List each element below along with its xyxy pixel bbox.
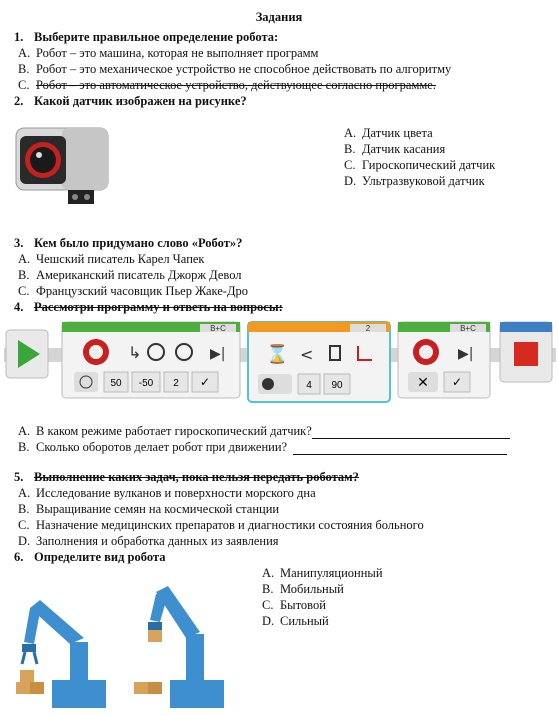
option-text: Мобильный — [280, 582, 344, 596]
option-text: Назначение медицинских препаратов и диагностики состояния больного — [36, 518, 424, 532]
q5-option-c — [18, 518, 424, 533]
wait-block — [248, 322, 390, 402]
q6-option-d — [262, 614, 329, 629]
off-mode-icon: ✕ — [417, 375, 429, 391]
block-2-value-2: 90 — [331, 380, 343, 391]
question-text: Какой датчик изображен на рисунке? — [34, 94, 247, 108]
option-text: В каком режиме работает гироскопический датчик? — [36, 424, 312, 438]
question-text: Выберите правильное определение робота: — [34, 30, 279, 44]
option-letter: C. — [18, 78, 30, 92]
sensor-side — [62, 128, 108, 190]
option-text: Гироскопический датчик — [362, 158, 496, 172]
option-letter: B. — [18, 440, 30, 454]
q3-option-a — [18, 252, 205, 267]
option-letter: C. — [18, 518, 30, 532]
play-stop-icon: ▶| — [210, 346, 226, 362]
block-1-port-label: B+C — [210, 324, 226, 333]
option-letter: A. — [18, 424, 31, 438]
answer-blank — [293, 454, 507, 455]
option-letter: B. — [344, 142, 356, 156]
answer-blank — [312, 438, 510, 439]
option-text: Выращивание семян на космической станции — [36, 502, 280, 516]
option-text: Чешский писатель Карел Чапек — [36, 252, 205, 266]
option-letter: B. — [18, 62, 30, 76]
question-2 — [14, 94, 247, 109]
option-text: Робот – это машина, которая не выполняет программ — [36, 46, 319, 60]
cargo-box — [20, 670, 34, 682]
q3-option-c — [18, 284, 248, 299]
cargo-box — [16, 682, 30, 694]
option-letter: B. — [18, 268, 30, 282]
q2-option-b — [344, 142, 445, 157]
question-number: 3. — [14, 236, 24, 250]
option-text: Сколько оборотов делает робот при движении? — [36, 440, 288, 454]
question-number: 6. — [14, 550, 24, 564]
gyro-mode-icon — [262, 378, 274, 390]
q1-option-c — [18, 78, 436, 93]
option-letter: A. — [262, 566, 275, 580]
less-than-icon: < — [300, 345, 314, 364]
option-text: Манипуляционный — [280, 566, 383, 580]
sensor-eye-glint — [36, 152, 42, 158]
q6-option-b — [262, 582, 344, 597]
block-1-value-3: 2 — [173, 378, 179, 389]
cargo-box — [30, 682, 44, 694]
option-text: Робот – это автоматическое устройство, действующее согласно программе. — [36, 78, 436, 92]
sensor-eye — [30, 147, 56, 173]
stop-block — [500, 322, 552, 382]
question-1 — [14, 30, 278, 45]
sensor-connector — [68, 190, 94, 204]
block-1-value-1: 50 — [110, 378, 122, 389]
option-letter: A. — [344, 126, 357, 140]
robot-arm-right — [134, 586, 224, 708]
checkmark-icon: ✓ — [199, 375, 211, 389]
q2-option-d — [344, 174, 485, 189]
option-letter: B. — [18, 502, 30, 516]
q5-option-b — [18, 502, 279, 517]
question-number: 2. — [14, 94, 24, 108]
question-text: Выполнение каких задач, пока нельзя передать роботам? — [34, 470, 359, 484]
page-title: Задания — [255, 10, 303, 24]
option-text: Датчик касания — [362, 142, 446, 156]
mode-selector — [74, 372, 98, 392]
question-4 — [14, 300, 283, 315]
q5-option-d — [18, 534, 279, 549]
option-text: Сильный — [280, 614, 329, 628]
option-text: Французский часовщик Пьер Жаке-Дро — [36, 284, 248, 298]
robot-arms-illustration — [10, 572, 250, 712]
option-text: Ультразвуковой датчик — [362, 174, 485, 188]
stop-icon — [514, 342, 538, 366]
q2-option-c — [344, 158, 495, 173]
q6-option-a — [262, 566, 383, 581]
option-text: Исследование вулканов и поверхности морского дна — [36, 486, 316, 500]
option-letter: D. — [262, 614, 275, 628]
q1-option-b — [18, 62, 451, 77]
option-text: Заполнения и обработка данных из заявления — [36, 534, 279, 548]
question-number: 5. — [14, 470, 24, 484]
cargo-box — [148, 630, 162, 642]
question-text: Определите вид робота — [34, 550, 166, 564]
hourglass-icon: ⌛ — [266, 344, 289, 365]
move-block-2 — [398, 322, 490, 398]
option-letter: D. — [18, 534, 31, 548]
option-letter: A. — [18, 486, 31, 500]
question-3 — [14, 236, 242, 251]
cargo-box — [148, 682, 162, 694]
q2-option-a — [344, 126, 433, 141]
question-text: Кем было придумано слово «Робот»? — [34, 236, 243, 250]
checkmark-icon: ✓ — [451, 375, 463, 389]
option-text: Робот – это механическое устройство не способное действовать по алгоритму — [36, 62, 452, 76]
q1-option-a — [18, 46, 318, 61]
option-letter: C. — [18, 284, 30, 298]
start-block — [6, 330, 48, 378]
question-6 — [14, 550, 165, 565]
block-3-port-label: B+C — [460, 324, 476, 333]
move-block-1 — [62, 322, 240, 398]
option-letter: D. — [344, 174, 357, 188]
option-letter: B. — [262, 582, 274, 596]
question-text: Рассмотри программу и ответь на вопросы: — [34, 300, 283, 314]
option-text: Датчик цвета — [362, 126, 433, 140]
ev3-program-diagram — [4, 318, 556, 406]
q3-option-b — [18, 268, 242, 283]
option-letter: A. — [18, 46, 31, 60]
option-letter: A. — [18, 252, 31, 266]
block-1-value-2: -50 — [138, 378, 154, 389]
ultrasonic-sensor-image — [12, 120, 112, 210]
q4-subquestion-a — [18, 424, 510, 439]
option-letter: C. — [262, 598, 274, 612]
turn-arrow-icon: ↳ — [128, 343, 142, 362]
q4-subquestion-b — [18, 440, 507, 455]
option-letter: C. — [344, 158, 356, 172]
block-2-port-label: 2 — [365, 324, 371, 333]
question-number: 1. — [14, 30, 24, 44]
cargo-box — [134, 682, 148, 694]
q5-option-a — [18, 486, 316, 501]
option-text: Американский писатель Джорж Девол — [36, 268, 242, 282]
q6-option-c — [262, 598, 326, 613]
question-5 — [14, 470, 359, 485]
question-number: 4. — [14, 300, 24, 314]
robot-arm-left — [16, 600, 106, 708]
option-text: Бытовой — [280, 598, 326, 612]
play-stop-icon: ▶| — [458, 346, 474, 362]
block-2-value-1: 4 — [306, 380, 312, 391]
